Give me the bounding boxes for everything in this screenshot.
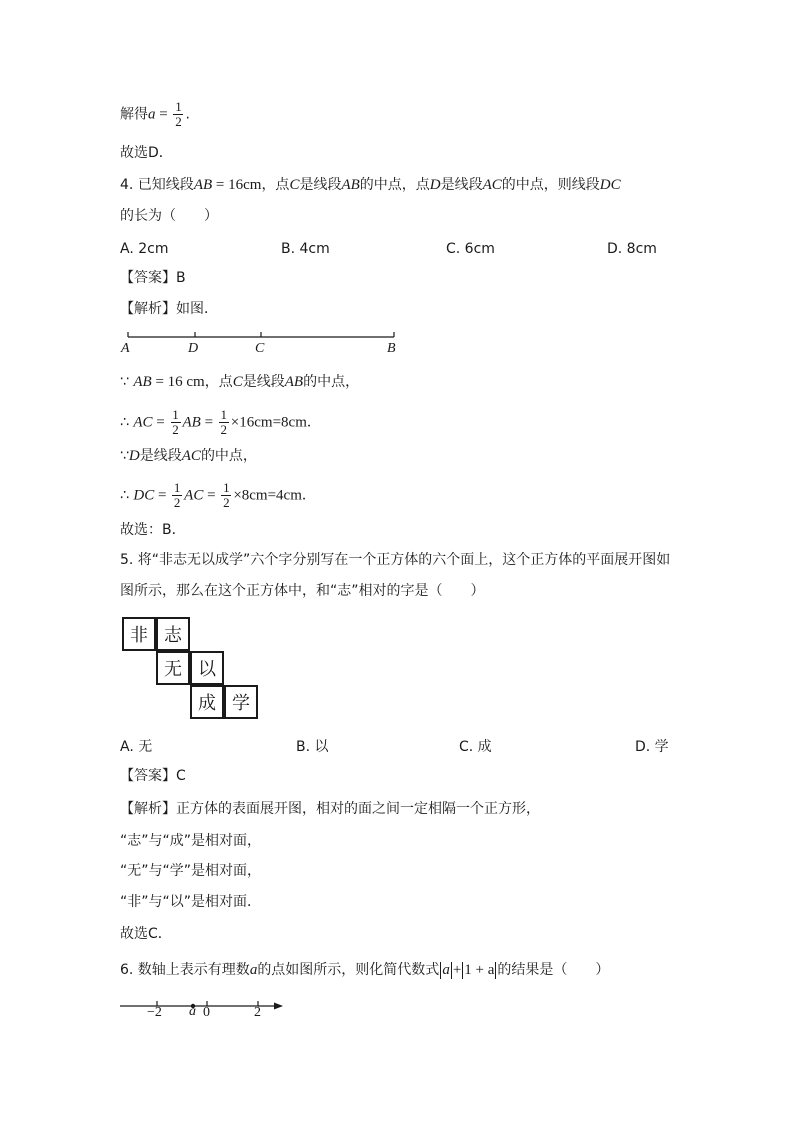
choice-line: 故选D．: [120, 145, 173, 161]
cube-face-fei: 非: [122, 617, 156, 651]
cube-face-cheng: 成: [190, 685, 224, 719]
option-d: D. 学: [635, 739, 669, 755]
numerator: 1: [175, 99, 182, 114]
option-c: C. 6cm: [446, 241, 495, 257]
analysis-line: 【解析】正方体的表面展开图，相对的面之间一定相隔一个正方形，: [120, 801, 540, 817]
question-4-line-2: 的长为（ ）: [120, 208, 218, 224]
denominator: 2: [175, 114, 182, 129]
solution-line: [120, 100, 190, 129]
analysis-line: 【解析】如图．: [120, 301, 218, 317]
axis-label-neg2: −2: [147, 1005, 162, 1020]
fraction: [173, 100, 183, 129]
axis-label-0: 0: [203, 1005, 210, 1020]
option-a: A. 2cm: [120, 241, 169, 257]
cube-face-yi: 以: [190, 651, 224, 685]
option-c: C. 成: [459, 739, 492, 755]
segment-diagram: [120, 326, 410, 366]
label-a: A: [121, 341, 130, 356]
step-3: ∵D是线段AC的中点，: [120, 448, 257, 464]
cube-face-wu: 无: [156, 651, 190, 685]
axis-label-2: 2: [254, 1005, 261, 1020]
step-2: ∴ AC = $\frac{1}{2}$ AB = $\frac{1}{2}$ ×16cm=8cm．: [120, 407, 321, 437]
step-1: ∵ AB = 16 cm，点C是线段AB的中点，: [120, 374, 360, 390]
variable: a: [148, 106, 156, 123]
choice-line-4: 故选：B．: [120, 522, 186, 538]
answer-line: 【答案】B: [120, 270, 186, 286]
step-4: ∴ DC = $\frac{1}{2}$ AC = $\frac{1}{2}$ ×8cm=4cm．: [120, 480, 316, 510]
pair-3: “非”与“以”是相对面．: [120, 894, 262, 910]
axis-label-a: a: [189, 1004, 196, 1019]
cube-face-xue: 学: [224, 685, 258, 719]
option-b: B. 4cm: [281, 241, 330, 257]
choice-line-5: 故选C．: [120, 926, 172, 942]
question-6-line-1: 6. 数轴上表示有理数a的点如图所示，则化简代数式 a + 1 + a 的结果是（ ）: [120, 962, 610, 978]
question-5-line-1: 5. 将“非志无以成学”六个字分别写在一个正方体的六个面上，这个正方体的平面展开图如: [120, 552, 671, 568]
cube-face-zhi: 志: [156, 617, 190, 651]
option-a: A. 无: [120, 739, 153, 755]
label-d: D: [188, 341, 199, 356]
text: 解得: [120, 106, 148, 123]
answer-line: 【答案】C: [120, 768, 186, 784]
question-4-line-1: 4. 已知线段AB = 16cm，点C是线段AB的中点，点D是线段AC的中点，则线段DC: [120, 177, 621, 193]
arrow-icon: [274, 1003, 283, 1010]
pair-2: “无”与“学”是相对面，: [120, 863, 262, 879]
pair-1: “志”与“成”是相对面，: [120, 833, 262, 849]
equals: =: [155, 106, 172, 123]
option-b: B. 以: [296, 739, 329, 755]
label-c: C: [255, 341, 265, 356]
period: .: [185, 106, 190, 123]
option-d: D. 8cm: [607, 241, 657, 257]
label-b: B: [387, 341, 396, 356]
question-5-line-2: 图所示，那么在这个正方体中，和“志”相对的字是（ ）: [120, 583, 485, 599]
